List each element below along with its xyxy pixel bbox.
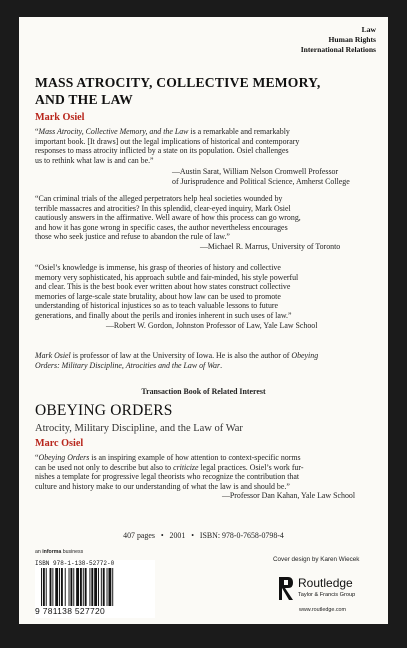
quote-line: us to rethink what law is and can be.” — [35, 155, 154, 165]
subject-tag: Human Rights — [328, 35, 376, 44]
quote-line: cautiously answers in the affirmative. Well aware of how this process can go wrong, — [35, 213, 301, 222]
barcode-bar — [70, 568, 72, 606]
barcode-bars — [39, 568, 151, 606]
book-author: Mark Osiel — [35, 112, 85, 123]
barcode-bar — [91, 568, 93, 606]
quote-attribution: —Professor Dan Kahan, Yale Law School — [222, 491, 356, 500]
attribution-line: —Michael R. Marrus, University of Toronto — [200, 242, 341, 251]
bio-book-title: Orders: Military Discipline, Atrocities and the Law of War — [35, 360, 221, 370]
quote-line: generations, and finally about the perils and ironies inherent in such uses of law.” — [35, 310, 292, 320]
barcode-bar — [108, 568, 111, 606]
related-quote — [35, 453, 374, 491]
related-book-title: OBEYING ORDERS — [35, 402, 173, 419]
bio-line — [35, 351, 374, 361]
isbn-barcode — [35, 560, 155, 618]
publisher-url[interactable]: www.routledge.com — [299, 607, 347, 613]
bio-author-name: Mark Osiel — [35, 351, 71, 360]
quote-line: “Can criminal trials of the alleged perpetrators help heal societies wounded by — [35, 194, 283, 203]
quote-line: culture and history make to our understanding of what the law is and should be.” — [35, 481, 290, 491]
quote-line: “Obeying Orders is an inspiring example of how attention to context-specific norms — [35, 453, 301, 462]
quote-line: those who seek justice and refuse to abandon the rule of law.” — [35, 232, 230, 241]
attribution-line: of Jurisprudence and Political Science, Amherst College — [172, 176, 350, 186]
barcode-bar — [73, 568, 74, 606]
barcode-bar — [41, 568, 42, 606]
barcode-bar — [83, 568, 84, 606]
quote-book-title: Obeying Orders — [38, 453, 90, 462]
informa-business-label — [35, 549, 83, 555]
author-bio — [35, 351, 374, 370]
quote-line: important book. [It draws] out the legal implications of historical and contemporary — [35, 136, 300, 146]
quote-line: terrible massacres and atrocities? In this splendid, clear-eyed inquiry, Mark Osiel — [35, 203, 291, 213]
barcode-bar — [43, 568, 45, 606]
bio-line — [35, 361, 374, 371]
barcode-bar — [61, 568, 63, 606]
quote-line: and how it has gone wrong in specific cases, the author nevertheless encourages — [35, 222, 288, 232]
publisher-subtitle: Taylor & Francis Group — [298, 592, 356, 598]
barcode-bar — [65, 568, 66, 606]
quote-line: nishes a template for progressive legal theorists who recognize the contribution that — [35, 472, 300, 481]
book-title-line: MASS ATROCITY, COLLECTIVE MEMORY, — [35, 75, 321, 90]
quote-line: “Osiel’s knowledge is immense, his grasp of theories of history and collective — [35, 263, 281, 272]
quote-line: memories of large-scale state brutality, about how law can be used to promote — [35, 291, 281, 301]
barcode-bar — [94, 568, 97, 606]
attribution-line: —Austin Sarat, William Nelson Cromwell Professor — [172, 167, 339, 176]
barcode-number: 9 781138 527720 — [35, 606, 106, 616]
barcode-bar — [85, 568, 87, 606]
endorsement-quote — [35, 127, 374, 165]
cover-panel — [19, 17, 388, 624]
barcode-bar — [59, 568, 60, 606]
barcode-bar — [101, 568, 102, 606]
barcode-bar — [69, 568, 70, 606]
barcode-bar — [89, 568, 90, 606]
quote-line: can be used not only to describe but also to criticize legal practices. Osiel’s work fur- — [35, 462, 304, 472]
quote-line: “Mass Atrocity, Collective Memory, and the Law is a remarkable and remarkably — [35, 127, 290, 136]
book-title-line: AND THE LAW — [35, 91, 133, 107]
barcode-bar — [98, 568, 99, 606]
barcode-bar — [103, 568, 105, 606]
quote-line: and clear. This is the best book ever written about how states construct collective — [35, 282, 291, 291]
publisher-name: Routledge — [298, 576, 353, 590]
barcode-bar — [52, 568, 53, 606]
barcode-bar — [55, 568, 58, 606]
quote-attribution — [200, 242, 372, 252]
barcode-bar — [80, 568, 82, 606]
barcode-bar — [76, 568, 79, 606]
endorsement-quote — [35, 194, 374, 242]
informa-prefix: an — [35, 549, 43, 555]
barcode-bar — [107, 568, 108, 606]
quote-attribution — [172, 167, 372, 186]
barcode-bar — [46, 568, 47, 606]
barcode-bar — [50, 568, 52, 606]
barcode-isbn-label: ISBN 978-1-138-52772-0 — [35, 560, 115, 567]
informa-brand: informa — [42, 549, 62, 555]
subject-tag: Law — [361, 25, 376, 34]
attribution-line: —Robert W. Gordon, Johnston Professor of Law, Yale Law School — [106, 321, 318, 330]
cover-design-credit: Cover design by Karen Wiecek — [273, 556, 360, 563]
routledge-logo-icon — [278, 575, 295, 602]
book-title — [35, 75, 320, 108]
related-book-subtitle: Atrocity, Military Discipline, and the Law of War — [35, 423, 243, 434]
bio-text: is professor of law at the University of Iowa. He is also the author of — [70, 351, 292, 360]
barcode-bar — [112, 568, 113, 606]
bio-text: . — [220, 360, 223, 370]
subject-tag: International Relations — [300, 45, 376, 54]
quote-line: memory very sophisticated, his approach subtle and fair-minded, his style powerful — [35, 272, 299, 282]
quote-emphasis: criticize — [173, 462, 199, 472]
endorsement-quote — [35, 263, 374, 320]
subject-tags — [301, 25, 376, 55]
related-book-meta: 407 pages • 2001 • ISBN: 978-0-7658-0798-4 — [123, 531, 284, 540]
quote-book-title: Mass Atrocity, Collective Memory, and the Law — [38, 127, 189, 136]
bio-book-title: Obeying — [291, 351, 319, 360]
informa-suffix: business — [61, 549, 84, 555]
related-book-author: Marc Osiel — [35, 438, 84, 449]
quote-line: responses to mass atrocity inflicted by a state on its population. Osiel challenges — [35, 146, 289, 155]
quote-attribution — [106, 321, 372, 331]
quote-line: understanding of historical injustices so as to teach valuable lessons to future — [35, 301, 279, 310]
related-heading: Transaction Book of Related Interest — [141, 387, 266, 396]
